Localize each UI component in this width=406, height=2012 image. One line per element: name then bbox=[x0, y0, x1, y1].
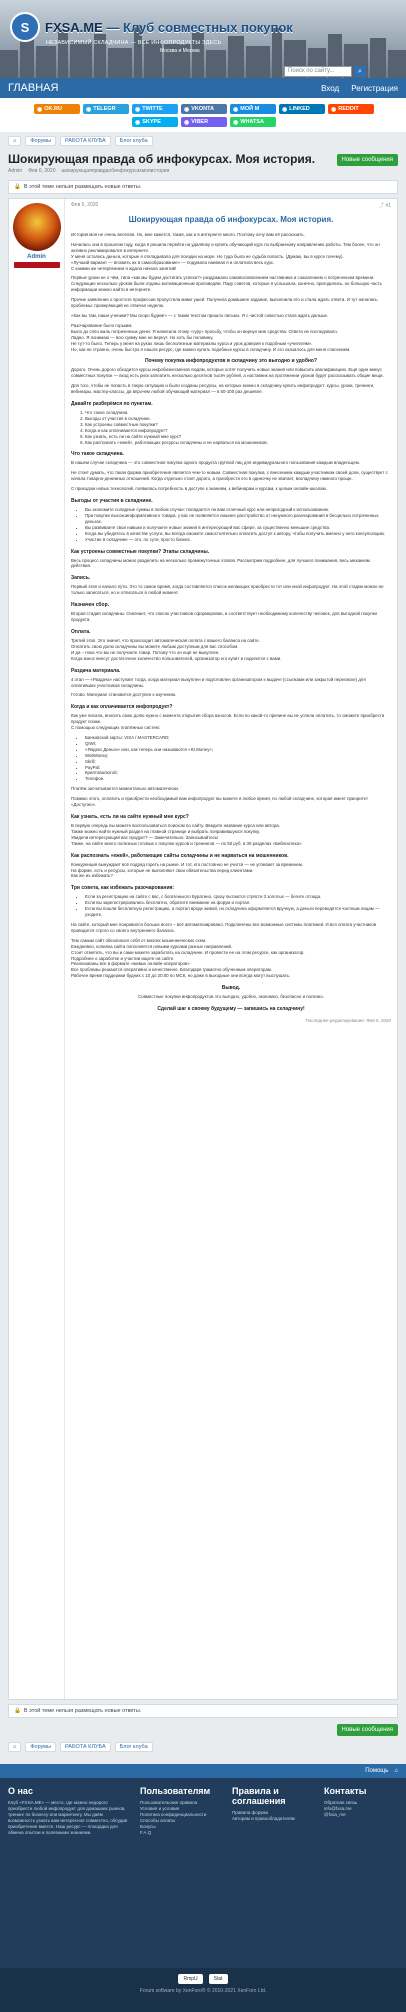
breadcrumb-bottom bbox=[0, 1738, 406, 1756]
sentence: «Лучший вариант — вложить их в самообразование» — подумала наивная я и оплатила весь курс. bbox=[71, 259, 275, 265]
sentence: На форме, есть и ресурсы, которые не выполняют свои обязательства перед клиентами. bbox=[71, 867, 254, 873]
toc-item: 6. Как распознать «ежей», работающих ресурсы складчины и не нарваться на мошенников. bbox=[85, 440, 391, 446]
section-heading: Три совета, как избежать разочарования: bbox=[71, 885, 175, 892]
toc-item: 4. Когда и как оплачивается инфопродукт? bbox=[85, 428, 391, 434]
main-nav bbox=[0, 78, 406, 98]
search-button[interactable] bbox=[354, 66, 366, 77]
paragraph bbox=[71, 713, 391, 731]
post-content bbox=[65, 199, 397, 1699]
sentence: Увидели интересующий вас продукт? — Замечательно. Записывайтесь! bbox=[71, 834, 219, 840]
paragraph: Помимо этого, оплатить и приобрести необходимый вам инфопродукт вы можете в любое время, по любой складчине, которая имеет приоритет «Доступно». bbox=[71, 796, 368, 808]
sentence: Все проблемы решаются оперативно и качественно. Благодаря грамотно обученным операторам. bbox=[71, 967, 273, 973]
list-item: • Skrill; bbox=[85, 759, 391, 765]
list-item: • Участие в складчине — это, по сути, просто бизнес. bbox=[85, 537, 391, 543]
share-label: VIBER bbox=[191, 119, 209, 125]
share-button[interactable] bbox=[230, 117, 276, 127]
footer-about-text: Клуб «FXSA.ME» — место, где можно недорого приобрести любой инфопродукт для домашних рынков, тренинг по бизнесу или маркетингу. Мы даём возможность узнать вам интересное совместно, обсудив приобретение вместе. Наш ресурс — площадка для обмена опытом и полезными знаниями. bbox=[8, 1800, 128, 1835]
tips-list bbox=[85, 894, 391, 918]
paragraph: На сайте, который мне понравился больше всего – всё автоматизировано. Подключены все возможные системы платежей. И вся оплата участников проводится строго со своего внутреннего баланса. bbox=[71, 921, 377, 933]
nav-home[interactable]: ГЛАВНАЯ bbox=[8, 82, 59, 94]
share-button[interactable] bbox=[279, 104, 325, 114]
section-heading: Как устроены совместные покупки? Этапы складчины. bbox=[71, 548, 210, 555]
section-heading: Вывод. bbox=[221, 985, 241, 992]
vk-icon: ◉ bbox=[184, 106, 190, 113]
lock-icon: 🔒 bbox=[14, 1708, 21, 1714]
section-heading: Что такое складчина. bbox=[71, 451, 124, 458]
sentence: Как же их избежать? bbox=[71, 873, 113, 879]
paragraph: Совместные покупки инфопродуктов это выгодно, удобно, экономно, безопасно и полезно. bbox=[138, 994, 324, 1000]
share-label: REDDIT bbox=[338, 106, 359, 112]
list-item: • Банковской карты: VISA / MASTERCARD; bbox=[85, 735, 391, 741]
list-item: • Когда вы убедитесь в качестве услуги, вы всегда сможете самостоятельно оплатить доступ к автору, чтобы получить именно у него консультацию. bbox=[85, 531, 391, 537]
sentence: Оплатить свою долю складчины вы можете любым доступным для вас способом. bbox=[71, 643, 239, 649]
reddit-icon: ◉ bbox=[331, 106, 337, 113]
footer-nav bbox=[0, 1764, 406, 1778]
section-heading: Запись. bbox=[71, 575, 91, 582]
paragraph: Первый этап и начало пути. Это то самое время, когда составляется список желающих приобрести тот или иной инфопродукт. На этой стадии можно не только записаться, но и отписаться в любой момент. bbox=[71, 584, 384, 596]
footer-link[interactable]: Бонусы bbox=[140, 1824, 156, 1829]
footer-link[interactable]: F.A.Q bbox=[140, 1830, 152, 1835]
paragraph: Для того, чтобы не попасть в такую ситуацию и были созданы ресурсы, на которых можно в складчину купить инфопродукт: курсы, уроки, тренинги, вебинары, мастер-классы, да впрочем любой обучающий материал — в 50-100 раз дешевле. bbox=[71, 383, 375, 395]
bottom-actions bbox=[0, 1720, 406, 1738]
list-item: • При покупке высокоинформативного товара, у вас не появляется лишнее расстройство от ненужного разочарования в бесцельно потраченных деньгах. bbox=[85, 513, 391, 525]
sentence: Также, на сайте много полезных готовых к покупке курсов и тренингов — по 50 руб. в 30 разделах «Библиотека». bbox=[71, 840, 303, 846]
share-button[interactable] bbox=[132, 117, 178, 127]
logo-subtitle: НЕЗАВИСИМЫЙ СКЛАДЧИНА — ВСЕ ИНФОПРОДУКТЫ ЗДЕСЬ bbox=[46, 40, 222, 46]
post-meta bbox=[71, 202, 391, 209]
sentence: Тем самым сайт обезопасил себя от многих мошеннических схем. bbox=[71, 937, 207, 943]
whatsapp-icon: ◉ bbox=[233, 119, 239, 126]
twitter-icon: ◉ bbox=[135, 106, 141, 113]
list-item: • Телефон. bbox=[85, 776, 391, 782]
sentence: И да – пока что вы не получаете товар. Потому что он ещё не выкуплен. bbox=[71, 649, 220, 655]
breadcrumb-item[interactable]: Форумы bbox=[25, 136, 56, 146]
share-label: VKONTA bbox=[191, 106, 215, 112]
list-item: • Если вы зарегистрировались бесплатно, обратите внимание на форум и портал. bbox=[85, 900, 391, 906]
help-link[interactable]: Помощь bbox=[365, 1768, 389, 1774]
sentence: Ладно. Я понимаю — всю сумму мне не вернут. Но хоть бы половину. bbox=[71, 334, 214, 340]
footer-users-title: Пользователям bbox=[140, 1786, 211, 1796]
locked-notice-text: В этой теме нельзя размещать новые ответы. bbox=[23, 184, 142, 190]
locked-notice bbox=[8, 180, 398, 194]
post bbox=[8, 198, 398, 1700]
paragraph bbox=[71, 862, 391, 880]
section-heading: Как узнать, есть ли на сайте нужный мне курс? bbox=[71, 814, 189, 820]
copyright-bar bbox=[0, 1968, 406, 2012]
partner-logo[interactable]: Stat bbox=[209, 1974, 228, 1984]
paragraph: История моя не очень весёлая. Но, мне кажется, такая, как и в интернете много. Поэтому хочу вам её рассказать. bbox=[71, 232, 305, 237]
search-icon: ⌕ bbox=[358, 68, 362, 75]
skype-icon: ◉ bbox=[135, 119, 141, 126]
breadcrumb-item[interactable]: Блог клуба bbox=[115, 1742, 153, 1752]
post-number[interactable]: #1 bbox=[385, 203, 391, 209]
post-heading: Шокирующая правда об инфокурсах. Моя история. bbox=[128, 215, 334, 224]
paragraph: С приходом новых технологий, появилась потребность в доступе к знаниям, к вебинарам и курсам, к целым онлайн-школам. bbox=[71, 486, 327, 492]
toc-list bbox=[85, 410, 391, 445]
sentence: У меня остались деньги, которые я откладывала для поездки на море. Но туда была не судьба попасть. (Думаю, вы в курсе почему). bbox=[71, 253, 344, 259]
footer-users bbox=[140, 1786, 222, 1960]
footer-link[interactable]: Политика конфиденциальности bbox=[140, 1812, 207, 1817]
home-icon[interactable]: ⌂ bbox=[8, 136, 21, 146]
section-heading: Как распознать «ежей», работающие сайты складчины и не нарваться на мошенников. bbox=[71, 852, 289, 859]
logo-tagline: — Клуб совместных покупок bbox=[106, 19, 293, 35]
home-icon[interactable]: ⌂ bbox=[394, 1768, 398, 1774]
linkedin-icon: ◉ bbox=[282, 106, 288, 113]
footer-about bbox=[8, 1786, 130, 1960]
copyright-text: Forum software by XenForo® © 2010-2021 XenForo Ltd. bbox=[139, 1988, 267, 1994]
breadcrumb-item[interactable]: Форумы bbox=[25, 1742, 56, 1752]
share-label: TELEGR bbox=[93, 106, 116, 112]
section-heading: Выгоды от участия в складчине. bbox=[71, 498, 153, 505]
footer-contacts-title: Контакты bbox=[324, 1786, 367, 1796]
logo-subtitle-2: Москва и Москва bbox=[160, 48, 200, 54]
footer-contacts bbox=[324, 1786, 394, 1960]
last-edit: Последнее редактирование: Фев 6, 2020 bbox=[305, 1018, 391, 1024]
share-button[interactable] bbox=[181, 104, 227, 114]
user-role-banner bbox=[14, 262, 60, 268]
footer-rules bbox=[232, 1786, 314, 1960]
paragraph bbox=[71, 242, 391, 272]
footer-users-links bbox=[140, 1800, 222, 1836]
share-buttons bbox=[0, 98, 406, 132]
footer-link[interactable]: Правила форума bbox=[232, 1810, 268, 1815]
share-label: TWITTE bbox=[142, 106, 163, 112]
thread-tag[interactable]: шокирующаяправдаобинфокурсахмояистория bbox=[61, 168, 170, 174]
share-button[interactable] bbox=[34, 104, 80, 114]
sentence: Третий этап. Это значит, что происходит автоматическая оплата с вашего баланса на сайте. bbox=[71, 637, 260, 643]
footer-rules-title: Правила и соглашения bbox=[232, 1786, 286, 1806]
post-author-name[interactable]: Admin bbox=[27, 254, 46, 260]
breadcrumb-item[interactable]: Блог клуба bbox=[115, 136, 153, 146]
share-button[interactable] bbox=[132, 104, 178, 114]
mail-icon: ◉ bbox=[233, 106, 239, 113]
payment-methods-list bbox=[85, 735, 391, 782]
footer-link[interactable]: info@fxsa.me bbox=[324, 1806, 352, 1811]
page-title: Шокирующая правда об инфокурсах. Моя история. bbox=[8, 152, 316, 166]
new-posts-button[interactable]: Новые сообщения bbox=[337, 154, 398, 166]
sentence: Не тут-то было. Теперь у меня на руках лишь бесполезные материалы курса и урок доверия к подобным «учителям». bbox=[71, 340, 313, 346]
telegram-icon: ◉ bbox=[86, 106, 92, 113]
list-item: • Вы развиваете свои навыки и получаете новые знания в интересующей вас сфере, за существенно меньшие средства. bbox=[85, 525, 391, 531]
section-heading: Раздача материала. bbox=[71, 667, 121, 674]
share-label: SKYPE bbox=[142, 119, 161, 125]
paragraph: Первые уроки не о чём, типа «как мы будем достигать успеха?» раздражали самовосхвалением наставника и сожалением о потраченном времени. Следующие несколько уроков были отданы мотивационным проповедям. Пару советов, которые я услышала, конечно, пригодились, но большую часть информации можно найти в интернете. bbox=[71, 275, 382, 293]
paragraph bbox=[71, 823, 391, 847]
paragraph: Прочие заявления о простоте профессии пропустила мимо ушей. Получила домашнее задание, выполнила его и стала ждать ответа. И тут начались проблемы: проверяющий не отвечал неделю. bbox=[71, 297, 378, 309]
list-item: • Если вы пошли бесплатную регистрацию, а портал вроде живой, но складчина оформляется вручную, а деньги переводятся частным лицам — уходите. bbox=[85, 906, 391, 918]
paragraph bbox=[71, 323, 391, 353]
site-footer bbox=[0, 1778, 406, 1968]
section-heading: Назначен сбор. bbox=[71, 602, 110, 609]
thread-meta bbox=[0, 168, 406, 178]
footer-rules-links bbox=[232, 1810, 314, 1822]
lock-icon: 🔒 bbox=[14, 184, 21, 190]
toc-item: 3. Как устроены совместные покупки? bbox=[85, 422, 391, 428]
post-date[interactable]: Фев 6, 2020 bbox=[71, 202, 99, 208]
sentence: Подробнее о заработке и участии ищите на сайте. bbox=[71, 955, 175, 961]
logo-text bbox=[45, 20, 293, 35]
partner-logos bbox=[0, 1974, 406, 1984]
benefits-list bbox=[85, 507, 391, 542]
sentence: Также можно найти нужный раздел на главной странице и выбрать понравившуюся покупку. bbox=[71, 828, 261, 834]
section-heading: Почему покупка инфопродуктов в складчину это выгодно и удобно? bbox=[144, 358, 318, 365]
paragraph: Весь процесс складчины можно разделить на несколько промежуточных этапов. Рассмотрим подробнее, для лучшего понимания, весь механизм действия. bbox=[71, 557, 370, 569]
post-user-panel bbox=[9, 199, 65, 1699]
list-item: • Если за регистрацию на сайте с вас, с богатенького Буратино, сразу пытаются стрясти 3 золотых — бегите отсюда. bbox=[85, 894, 391, 900]
sentence: Было до слёз жаль потраченных денег. Я написала этому «гуру» просьбу, чтобы он вернул мне средства. Ответа не последовало. bbox=[71, 328, 339, 334]
logo-mark: S bbox=[10, 12, 40, 42]
sentence: Как уже писала, вносить свою долю нужно с момента открытия сбора взносов. Если по какой-то причине вы не успели оплатить, то сможете приобрести продукт позже. bbox=[71, 713, 385, 725]
sentence: Стоит отметить, что вы и сами можете заработать на складчине. И провести ее на этом ресурсе, как организатор. bbox=[71, 949, 305, 955]
footer-link[interactable]: Способы оплаты bbox=[140, 1818, 176, 1823]
section-heading: Когда и как оплачивается инфопродукт? bbox=[71, 704, 173, 711]
footer-link[interactable]: @fxsa_me bbox=[324, 1812, 346, 1817]
list-item: • «Яндекс.Деньги» или, как теперь они называются «Ю.Money»; bbox=[85, 747, 391, 753]
share-label: OK.RU bbox=[44, 106, 62, 112]
viber-icon: ◉ bbox=[184, 119, 190, 126]
footer-link[interactable]: Авторам и правообладателям bbox=[232, 1816, 295, 1821]
sentence: Когда взнос внесут достаточное количество пользователей, организатор его купит и поделится с вами. bbox=[71, 655, 282, 661]
footer-link[interactable]: Условия и условия bbox=[140, 1806, 180, 1811]
toc-item: 2. Выгоды от участия в складчине. bbox=[85, 416, 391, 422]
list-item: • Вы экономите солидные суммы в любом случае: попадается ли вам отличный курс или непригодный к использованию. bbox=[85, 507, 391, 513]
search-input[interactable]: Поиск по сайту... bbox=[284, 66, 352, 77]
site-logo[interactable] bbox=[10, 12, 293, 42]
breadcrumb-item[interactable]: РАБОТА КЛУБА bbox=[60, 136, 111, 146]
avatar[interactable] bbox=[13, 203, 61, 251]
thread-author[interactable]: Admin bbox=[8, 168, 23, 174]
thread-date[interactable]: Фев 6, 2020 bbox=[28, 168, 56, 174]
share-button[interactable] bbox=[83, 104, 129, 114]
share-label: LINKED bbox=[289, 106, 310, 112]
sentence: С какими же нетерпением я ждала начала занятий! bbox=[71, 265, 177, 271]
partner-logo[interactable]: RmpU bbox=[178, 1974, 202, 1984]
thread-titlebar bbox=[0, 150, 406, 168]
list-item: • WebMoney; bbox=[85, 753, 391, 759]
sentence: Началась она в прошлом году, когда я решила перейти на удалёнку и купить обучающий курс по выбранному направлению работы. Тем более, что он активно рекламировался в интернете. bbox=[71, 241, 380, 253]
section-heading: Оплата. bbox=[71, 628, 91, 635]
share-button[interactable] bbox=[230, 104, 276, 114]
paragraph: Не стоит думать, что такая форма приобретения является чем-то новым. Совместная покупка, с внесением каждым участником своей доли, существует с начала товарно-денежных отношений. Когда отдельно стоит дорого, а приобрести его в одиночку не хватает, вскладчину намного проще. bbox=[71, 470, 388, 482]
share-label: WHATSA bbox=[240, 119, 264, 125]
toc-item: 5. Как узнать, есть ли на сайте нужный мне курс? bbox=[85, 434, 391, 440]
paragraph: Дорого. Очень дорого обходится курсы инфобизнесменов людям, которые хотят получить новые знания или повысить квалификацию. Ещё один минус совместных покупок — вход есть риск заплатить несколько десятков тысяч рублей, а наставник на протяжении уроков будет рассказывать общие вещи. bbox=[71, 367, 384, 379]
sentence: Ежедневно, копилка сайта пополняется новыми курсами разных направлений. bbox=[71, 943, 233, 949]
paragraph bbox=[71, 938, 391, 979]
sentence: С помощью следующих платёжных систем: bbox=[71, 725, 160, 731]
ok-icon: ◉ bbox=[37, 106, 43, 113]
paragraph: Готово. Материал становится доступен к изучению. bbox=[71, 692, 177, 698]
paragraph: Платёж засчитывается моментально автоматически. bbox=[71, 786, 180, 792]
post-number-wrap bbox=[379, 202, 391, 209]
nav-auth-links bbox=[321, 84, 398, 93]
site-header bbox=[0, 0, 406, 78]
paragraph: 4 этап — «Раздача» наступает тогда, когда материал выкуплен и подготовлен организатором к выдаче (ссылками или закрытой переписке) для оплативших участников складчины. bbox=[71, 676, 366, 688]
list-item: • QIWI; bbox=[85, 741, 391, 747]
section-heading: Давайте разберёмся по пунктам. bbox=[71, 401, 153, 408]
breadcrumb-item[interactable]: РАБОТА КЛУБА bbox=[60, 1742, 111, 1752]
sentence: Разочарование было горьким. bbox=[71, 322, 133, 328]
sentence: Реализованы все в формате «живых онлайн-операторов» bbox=[71, 961, 190, 967]
paragraph bbox=[71, 638, 391, 662]
sentence: В первую очередь вы можете воспользоваться поиском по сайту. Введите название курса или автора. bbox=[71, 823, 280, 828]
list-item: • Криптовалютой; bbox=[85, 770, 391, 776]
call-to-action: Сделай шаг к своему будущему — запишись на складчину! bbox=[157, 1006, 305, 1013]
sentence: Рабочее время поддержки будних с 10 до 20:00 по МСК, но даже в выходные они всегда могут выслушать. bbox=[71, 973, 291, 979]
paragraph: В нашем случае складчина — это совместная покупка одного продукта группой лиц для индивидуального пользования каждым владельцем. bbox=[71, 460, 360, 466]
locked-notice-text: В этой теме нельзя размещать новые ответы. bbox=[23, 1708, 142, 1714]
list-item: • PayPal; bbox=[85, 765, 391, 771]
footer-contacts-links bbox=[324, 1800, 394, 1818]
paragraph: Вторая стадия складчины. Означает, что список участников сформирован, и соответствует необходимому количеству человек, для выгодной покупки продукта. bbox=[71, 611, 377, 623]
share-icon[interactable]: ⤴ bbox=[379, 203, 385, 209]
register-link[interactable]: Регистрация bbox=[351, 83, 398, 93]
breadcrumb bbox=[0, 132, 406, 150]
home-icon[interactable]: ⌂ bbox=[8, 1742, 21, 1752]
share-label: МОЙ М bbox=[240, 106, 260, 112]
post-footer bbox=[71, 1018, 391, 1023]
share-button[interactable] bbox=[328, 104, 374, 114]
locked-notice-bottom bbox=[8, 1704, 398, 1718]
footer-about-title: О нас bbox=[8, 1786, 33, 1796]
sentence: Конкуренция вынуждает всё подряд гореть на рынке. И тот, кто постоянно не учится — не успевает за временем. bbox=[71, 861, 304, 867]
new-posts-button[interactable]: Новые сообщения bbox=[337, 1724, 398, 1736]
logo-name: FXSA.ME bbox=[45, 19, 103, 35]
login-link[interactable]: Вход bbox=[321, 83, 340, 93]
paragraph: «Как вы там, наши ученики? Мы скоро будем!» — с таким текстом пришло письмо. Я с чистой совестью стала ждать дальше. bbox=[71, 312, 329, 318]
footer-link[interactable]: Обратная связь bbox=[324, 1800, 358, 1805]
sentence: Но, как не странно, очень быстро я нашла ресурс, где можно купить подобные курсы в складчину. И это оказалось для меня спасением. bbox=[71, 346, 351, 352]
toc-item: 1. Что такое складчина. bbox=[85, 410, 391, 416]
footer-link[interactable]: Пользовательские правила bbox=[140, 1800, 198, 1805]
share-button[interactable] bbox=[181, 117, 227, 127]
